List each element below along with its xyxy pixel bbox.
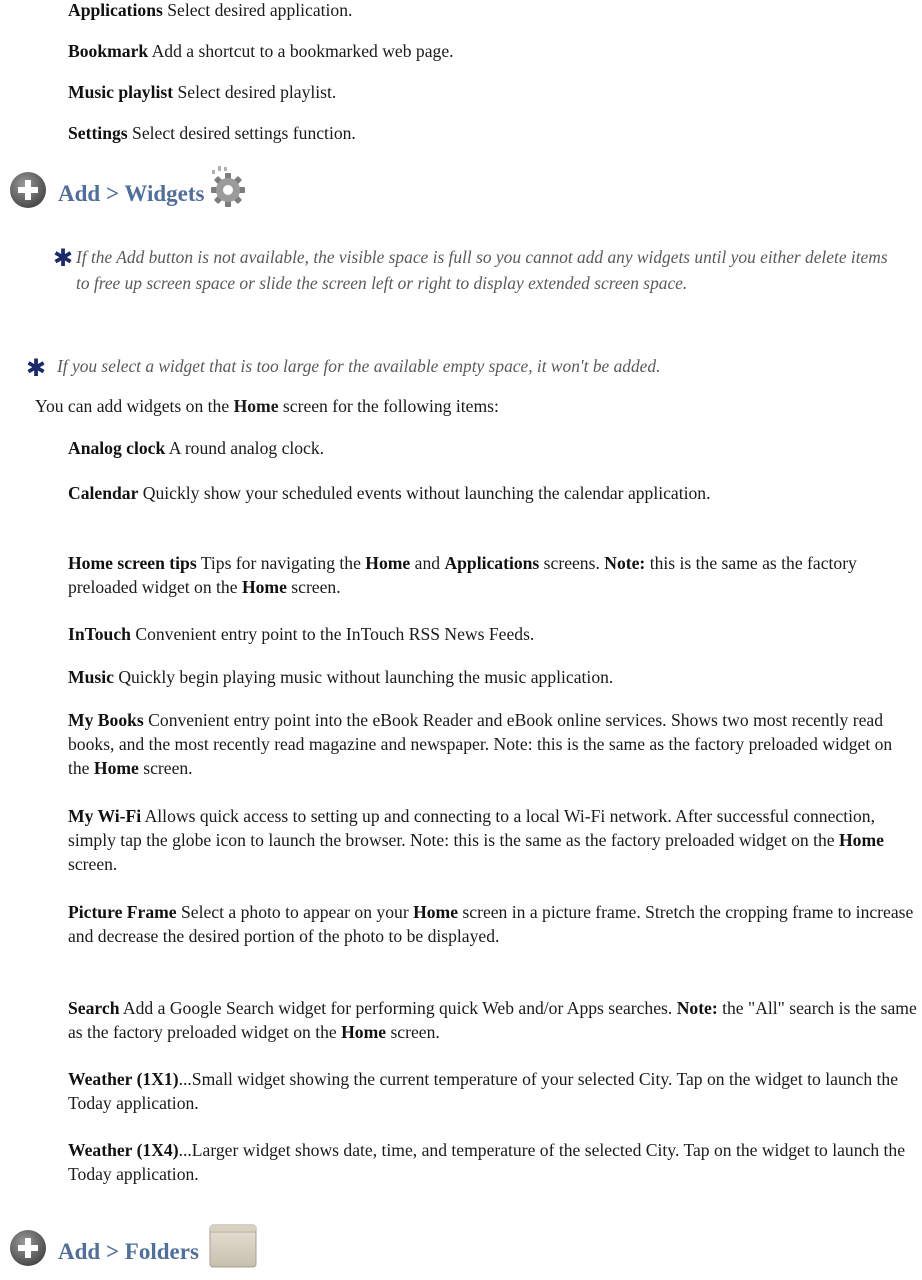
list-item [68, 622, 918, 646]
widgets-section-heading [8, 166, 246, 210]
term: Settings [68, 123, 128, 143]
term: Calendar [68, 483, 139, 503]
list-item [68, 121, 918, 145]
term: Picture Frame [68, 902, 177, 922]
description: Quickly show your scheduled events without launching the calendar application. [138, 483, 711, 503]
term: Bookmark [68, 41, 149, 61]
add-circle-icon [8, 170, 48, 210]
term: My Wi-Fi [68, 806, 142, 826]
folders-section-heading [8, 1224, 259, 1268]
term: InTouch [68, 624, 131, 644]
term: Home screen tips [68, 553, 197, 573]
section-title: Add > Folders [58, 1239, 199, 1264]
term: Weather (1X1) [68, 1069, 179, 1089]
description: A round analog clock. [165, 438, 325, 458]
add-circle-icon [8, 1228, 48, 1268]
description: Convenient entry point to the InTouch RSS News Feeds. [130, 624, 535, 644]
term: Music [68, 667, 114, 687]
description: ...Small widget showing the current temperature of your selected City. Tap on the widget to launch the Today application. [68, 1069, 899, 1113]
widget-gear-icon [208, 166, 246, 208]
description: Quickly begin playing music without launching the music application. [113, 667, 614, 687]
term: Weather (1X4) [68, 1140, 179, 1160]
term: Applications [68, 0, 163, 20]
list-item: My Wi-Fi Allows quick access to setting up and connecting to a local Wi-Fi network. After successful connection, simply tap the globe icon to launch the browser. Note: this is the same as the factory preloaded widget on the Home screen. [68, 806, 884, 874]
term: Search [68, 998, 120, 1018]
note-text: If you select a widget that is too large for the available empty space, it won't be added. [57, 356, 661, 376]
list-item [68, 1067, 918, 1115]
description: Select desired playlist. [173, 82, 337, 102]
folder-icon [207, 1222, 259, 1268]
asterisk-icon: ✱ [53, 246, 74, 272]
list-item [68, 39, 918, 63]
list-item: Home screen tips Tips for navigating the Home and Applications screens. Note: this is the same as the factory preloaded widget on the Home screen. [68, 553, 857, 597]
description: Select desired application. [162, 0, 353, 20]
list-item [68, 1138, 918, 1186]
description: Select desired settings function. [127, 123, 356, 143]
intro-text: You can add widgets on the Home screen for the following items: [35, 396, 499, 416]
list-item [68, 481, 858, 505]
description: ...Larger widget shows date, time, and temperature of the selected City. Tap on the widget to launch the Today application. [68, 1140, 906, 1184]
section-title: Add > Widgets [58, 181, 205, 206]
list-item [68, 0, 918, 22]
term: Analog clock [68, 438, 166, 458]
list-item: My Books Convenient entry point into the eBook Reader and eBook online services. Shows two most recently read books, and the most recently read magazine and newspaper. Note: this is the same as the factory preloaded widget on the Home screen. [68, 710, 893, 778]
description: Add a shortcut to a bookmarked web page. [148, 41, 454, 61]
note-text: If the Add button is not available, the visible space is full so you cannot add any widgets until you either delete items to free up screen space or slide the screen left or right to display extended screen space. [76, 247, 888, 293]
term: My Books [68, 710, 144, 730]
term: Music playlist [68, 82, 174, 102]
asterisk-icon: ✱ [26, 356, 47, 382]
list-item [68, 436, 918, 460]
list-item [68, 80, 918, 104]
list-item: Search Add a Google Search widget for performing quick Web and/or Apps searches. Note: the "All" search is the same as the factory preloaded widget on the Home screen. [68, 998, 917, 1042]
list-item [68, 665, 918, 689]
list-item: Picture Frame Select a photo to appear on your Home screen in a picture frame. Stretch the cropping frame to increase and decrease the desired portion of the photo to be displayed. [68, 902, 914, 946]
